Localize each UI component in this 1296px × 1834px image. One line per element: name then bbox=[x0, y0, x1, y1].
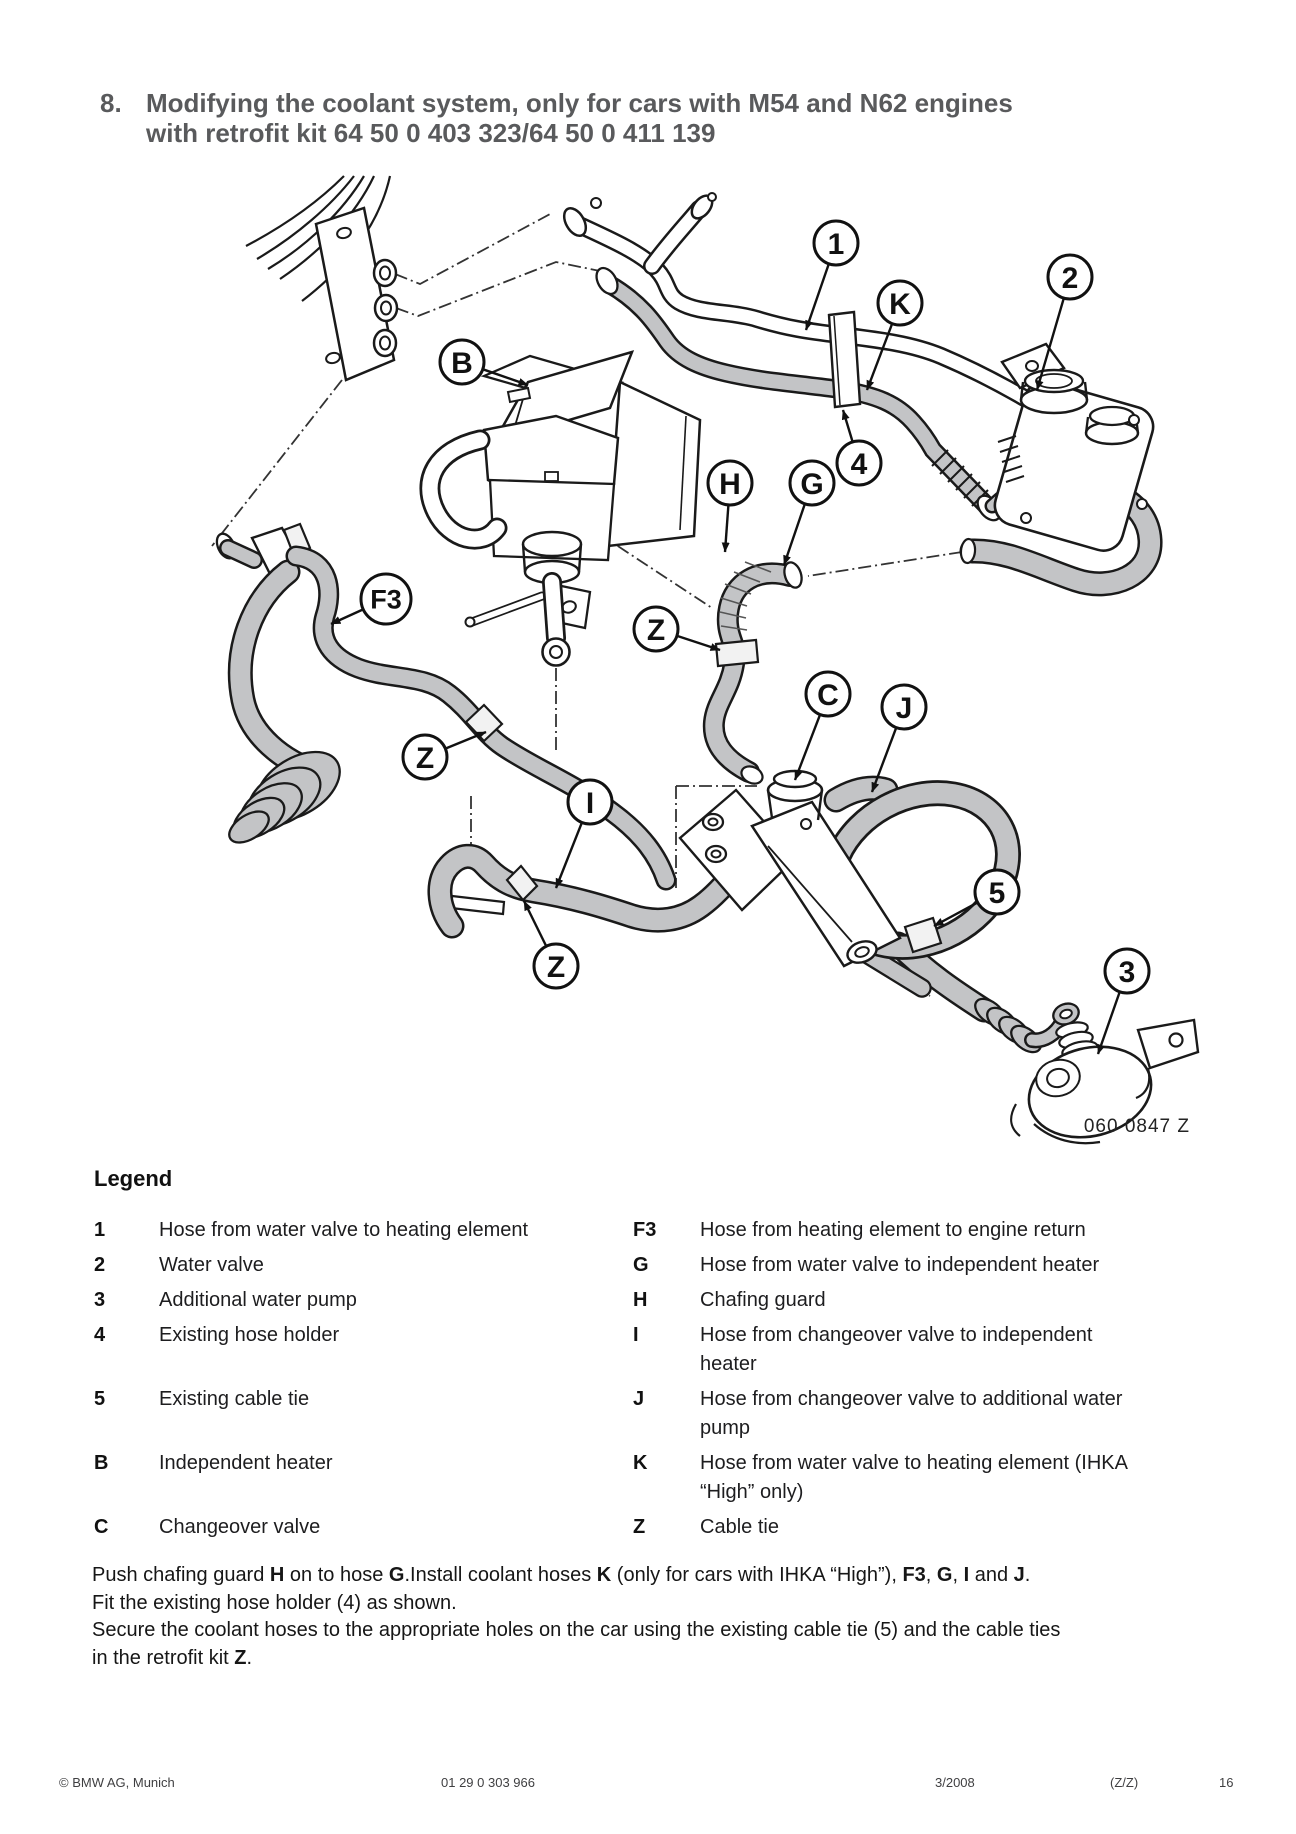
callout-h bbox=[708, 461, 752, 552]
footer-copyright: © BMW AG, Munich bbox=[59, 1775, 175, 1790]
callout-g bbox=[784, 461, 834, 565]
svg-text:G: G bbox=[800, 467, 824, 501]
footer-date: 3/2008 bbox=[935, 1775, 975, 1790]
svg-text:K: K bbox=[889, 287, 911, 321]
paragraph-line: in the retrofit kit Z. bbox=[92, 1646, 253, 1669]
svg-text:2: 2 bbox=[1061, 261, 1079, 295]
figure-caption: 060 0847 Z bbox=[1083, 1116, 1190, 1137]
legend-key: G bbox=[633, 1254, 649, 1276]
legend-text: Hose from water valve to independent heater bbox=[700, 1254, 1100, 1276]
legend-text: Hose from changeover valve to independent heater bbox=[700, 1324, 1093, 1375]
svg-text:J: J bbox=[895, 691, 913, 725]
legend-text: Independent heater bbox=[159, 1452, 333, 1474]
legend-key: F3 bbox=[633, 1219, 657, 1241]
legend-key: 4 bbox=[94, 1324, 106, 1346]
legend bbox=[94, 1216, 1140, 1542]
hose-holder-4 bbox=[829, 312, 860, 407]
callout-i bbox=[556, 780, 612, 888]
callout-z bbox=[403, 732, 486, 779]
legend-key: K bbox=[633, 1452, 648, 1474]
legend-key: 5 bbox=[94, 1388, 106, 1410]
legend-key: 3 bbox=[94, 1289, 106, 1311]
legend-key: J bbox=[633, 1388, 645, 1410]
legend-key: Z bbox=[633, 1516, 646, 1538]
legend-text: Hose from water valve to heating element (IHKA “High” only) bbox=[700, 1452, 1127, 1503]
paragraph-line: Push chafing guard H on to hose G.Install coolant hoses K (only for cars with IHKA “High”), F3, G, I and J. bbox=[92, 1564, 1031, 1586]
svg-text:3: 3 bbox=[1118, 955, 1136, 989]
svg-text:4: 4 bbox=[850, 447, 868, 481]
svg-text:C: C bbox=[817, 678, 839, 712]
legend-text: Water valve bbox=[159, 1254, 264, 1276]
paragraph-line: Secure the coolant hoses to the appropriate holes on the car using the existing cable tie (5) and the cable ties bbox=[92, 1619, 1061, 1641]
callout-j bbox=[872, 685, 926, 792]
svg-text:Z: Z bbox=[415, 741, 435, 775]
paragraph-line: Fit the existing hose holder (4) as shown. bbox=[92, 1591, 457, 1614]
legend-text: Hose from water valve to heating element bbox=[159, 1219, 529, 1241]
legend-text: Existing cable tie bbox=[159, 1388, 310, 1410]
legend-title: Legend bbox=[94, 1166, 173, 1191]
legend-key: 1 bbox=[94, 1219, 106, 1241]
legend-key: H bbox=[633, 1289, 648, 1311]
legend-text: Changeover valve bbox=[159, 1516, 321, 1538]
hose-f3 bbox=[213, 524, 666, 880]
footer-doc-number: 01 29 0 303 966 bbox=[441, 1775, 535, 1790]
svg-text:H: H bbox=[719, 467, 741, 501]
svg-text:B: B bbox=[451, 346, 473, 380]
callout-z bbox=[634, 607, 720, 651]
legend-key: C bbox=[94, 1516, 109, 1538]
legend-key: I bbox=[633, 1324, 639, 1346]
footer-page-number: 16 bbox=[1219, 1775, 1234, 1790]
callout-f3 bbox=[331, 574, 411, 624]
svg-text:F3: F3 bbox=[370, 584, 402, 615]
legend-text: Existing hose holder bbox=[159, 1324, 340, 1346]
section-title: Modifying the coolant system, only for cars with M54 and N62 engines with retrofit kit 64 50 0 403 323/64 50 0 411 139 bbox=[146, 88, 1013, 148]
footer-code: (Z/Z) bbox=[1110, 1775, 1139, 1790]
callout-c bbox=[795, 672, 850, 780]
chafing-guard-hose bbox=[714, 560, 805, 787]
legend-text: Additional water pump bbox=[159, 1289, 357, 1311]
svg-text:1: 1 bbox=[827, 227, 845, 261]
svg-text:I: I bbox=[585, 786, 595, 820]
callout-4 bbox=[837, 410, 881, 485]
section-number: 8. bbox=[100, 88, 122, 118]
legend-key: 2 bbox=[94, 1254, 106, 1276]
legend-text: Hose from heating element to engine return bbox=[700, 1219, 1086, 1241]
legend-text: Hose from changeover valve to additional water pump bbox=[700, 1388, 1123, 1439]
engine-flange bbox=[316, 208, 397, 380]
legend-key: B bbox=[94, 1452, 109, 1474]
svg-text:Z: Z bbox=[646, 613, 666, 647]
callout-z bbox=[524, 901, 578, 988]
instruction-paragraph bbox=[92, 1562, 1247, 1672]
svg-text:Z: Z bbox=[546, 950, 566, 984]
legend-text: Chafing guard bbox=[700, 1289, 826, 1311]
legend-text: Cable tie bbox=[700, 1516, 779, 1538]
svg-text:5: 5 bbox=[988, 876, 1006, 910]
